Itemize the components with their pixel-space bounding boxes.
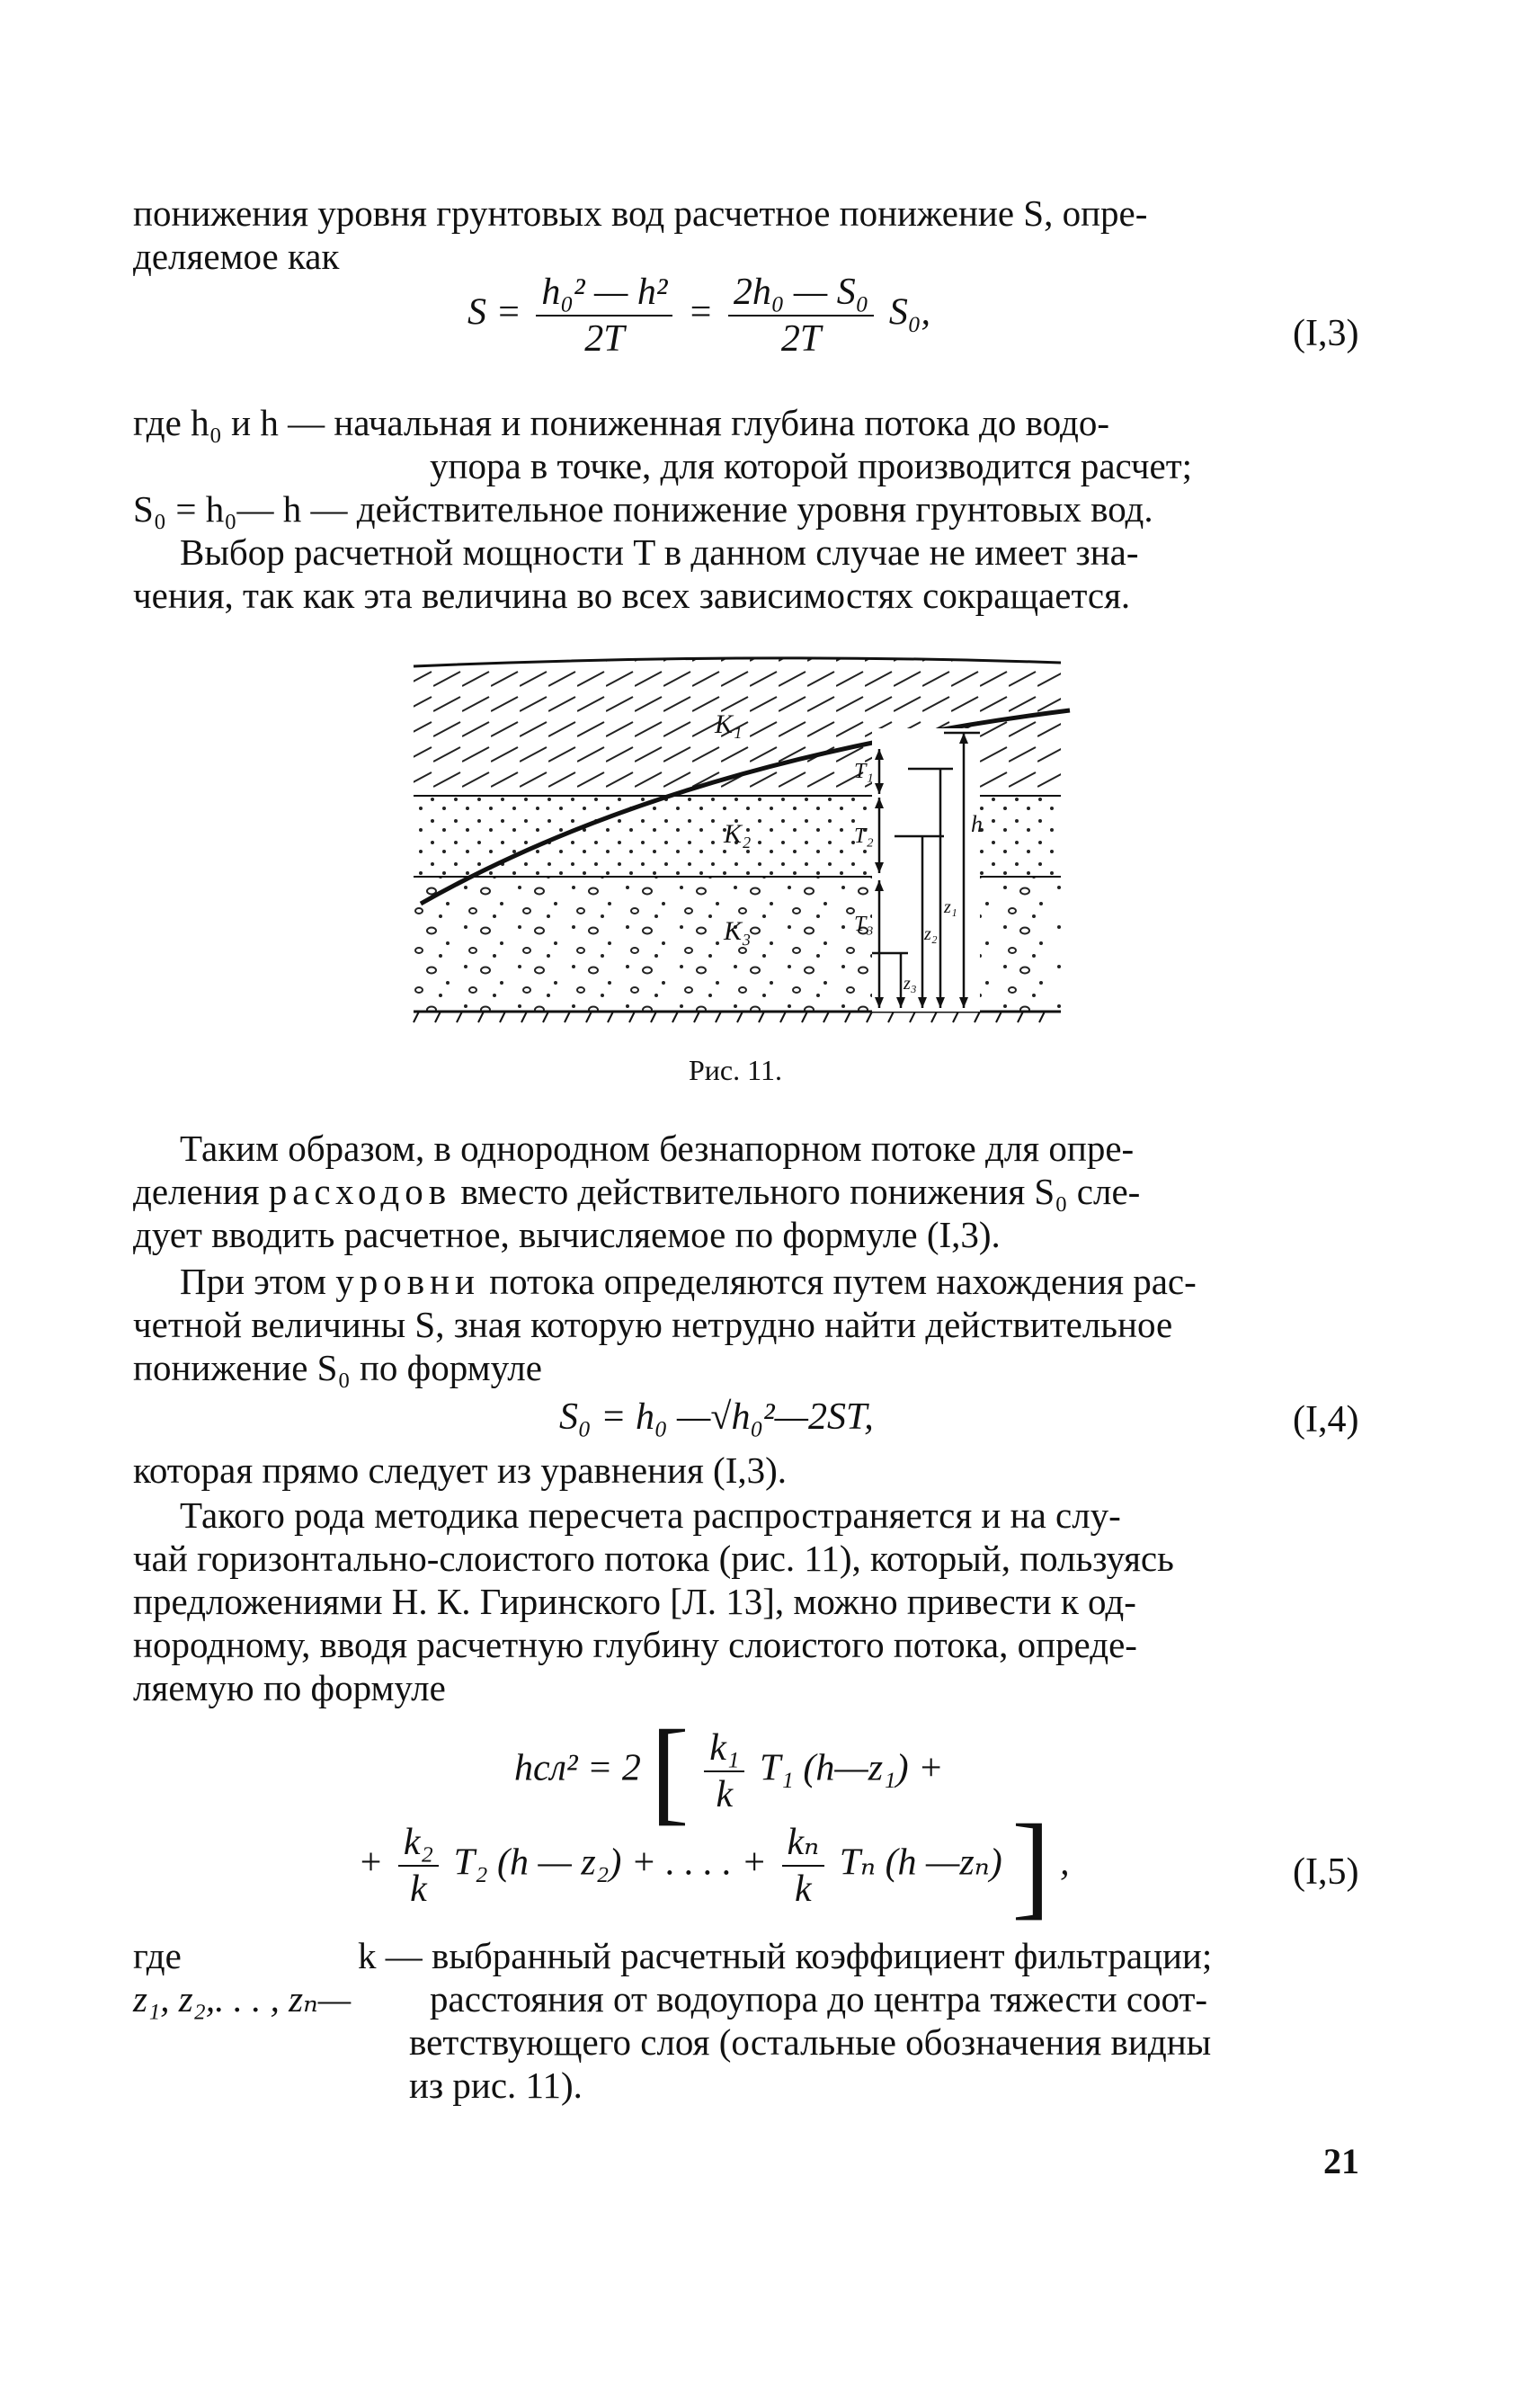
p3-line2-b: вместо действительного понижения S₀ сле- xyxy=(451,1171,1141,1212)
page-number: 21 xyxy=(1323,2141,1359,2181)
p1-line2: деляемое как xyxy=(133,236,340,277)
p2-line1: Выбор расчетной мощности T в данном случае не имеет зна- xyxy=(180,531,1139,573)
where-4: расстояния от водоупора до центра тяжести соот- xyxy=(430,1978,1208,2020)
label-z3: z₃ xyxy=(904,974,917,994)
label-z2: z₂ xyxy=(924,924,938,944)
eq13-tail: S₀, xyxy=(888,291,930,334)
label-t1: T₁ xyxy=(854,760,874,783)
p5-line1: которая прямо следует из уравнения (I,3). xyxy=(133,1449,788,1491)
eq14-number: (I,4) xyxy=(1293,1399,1359,1440)
p4-line2: четной величины S, зная которую нетрудно найти действительное xyxy=(133,1304,1173,1345)
label-t3: T₃ xyxy=(854,913,874,936)
p6-line1: Такого рода методика пересчета распространяется и на слу- xyxy=(180,1494,1121,1536)
label-k1: K₁ xyxy=(715,709,743,739)
eq13-den1: 2T xyxy=(584,318,625,360)
base-hatching xyxy=(414,1012,1045,1022)
eq15-lhs: hсл² = 2 xyxy=(514,1747,641,1789)
label-z1: z₁ xyxy=(944,897,957,917)
where-1: где h₀ и h — начальная и пониженная глубина потока до водо- xyxy=(133,402,1109,443)
p3-line2 xyxy=(133,1169,1140,1214)
eq15-comma: , xyxy=(1060,1842,1070,1884)
eq13-num2: 2h₀ — S₀ xyxy=(728,270,875,317)
figure-11 xyxy=(405,643,1088,1030)
eq15-k1: k₁ xyxy=(704,1726,744,1772)
eq15-kn: kₙ xyxy=(782,1820,825,1867)
label-k3: K₃ xyxy=(724,916,752,946)
eq15-fraction-2 xyxy=(398,1820,439,1912)
p4-line1-b: потока определяются путем нахождения рас- xyxy=(479,1261,1197,1302)
p1-line1: понижения уровня грунтовых вод расчетное понижение S, опре- xyxy=(133,192,1148,234)
equation-1-3 xyxy=(467,270,930,361)
where-3-label: где xyxy=(133,1935,182,1976)
eq15-close-bracket: ] xyxy=(1011,1801,1051,1931)
label-t2: T₂ xyxy=(854,825,874,848)
eq15-term2: T₂ (h — z₂) + . . . . + xyxy=(453,1842,768,1884)
label-k2: K₂ xyxy=(724,819,752,849)
eq15-termn: Tₙ (h —zₙ) xyxy=(839,1842,1002,1884)
eq13-fraction-1 xyxy=(536,270,672,361)
eq15-k-den2: k xyxy=(410,1868,427,1910)
figure-caption: Рис. 11. xyxy=(689,1054,782,1086)
p4-line3: понижение S₀ по формуле xyxy=(133,1347,542,1388)
where-1-cont: упора в точке, для которой производится расчет; xyxy=(430,445,1193,486)
p2-line2: чения, так как эта величина во всех зависимостях сокращается. xyxy=(133,575,1131,616)
eq15-k-den1: k xyxy=(716,1774,734,1815)
p6-line4: нородному, вводя расчетную глубину слоистого потока, опреде- xyxy=(133,1624,1137,1665)
eq13-lhs: S = xyxy=(467,291,521,334)
p6-line2: чай горизонтально-слоистого потока (рис. 11), который, пользуясь xyxy=(133,1538,1174,1579)
label-h: h xyxy=(971,811,983,837)
eq15-k2: k₂ xyxy=(398,1820,439,1867)
eq15-term1: T₁ (h—z₁) + xyxy=(759,1747,944,1789)
where-4-cont2: из рис. 11). xyxy=(409,2064,583,2106)
p6-line3: предложениями Н. К. Гиринского [Л. 13], можно привести к од- xyxy=(133,1581,1136,1622)
p3-line3: дует вводить расчетное, вычисляемое по формуле (I,3). xyxy=(133,1214,1001,1255)
where-4-label: z₁, z₂,. . . , zₙ— xyxy=(133,1978,352,2020)
p3-line2-a: деления xyxy=(133,1171,269,1212)
equation-1-5-line2 xyxy=(358,1801,1070,1931)
p4-line1 xyxy=(180,1259,1197,1304)
where-3: k — выбранный расчетный коэффициент фильтрации; xyxy=(358,1935,1213,1976)
eq15-fraction-n xyxy=(782,1820,825,1912)
eq15-open-bracket: [ xyxy=(650,1707,690,1836)
eq13-number: (I,3) xyxy=(1293,313,1359,354)
p4-line1-a: При этом xyxy=(180,1261,336,1302)
p4-line1-emphasis: уровни xyxy=(335,1261,480,1302)
eq13-eq: = xyxy=(687,291,714,334)
p6-line5: ляемую по формуле xyxy=(133,1667,446,1708)
eq15-fraction-1 xyxy=(704,1726,744,1817)
eq13-den2: 2T xyxy=(780,318,822,360)
eq15-plus: + xyxy=(358,1842,384,1884)
p3-line2-emphasis: расходов xyxy=(268,1171,452,1212)
eq15-number: (I,5) xyxy=(1293,1851,1359,1893)
where-4-cont1: ветствующего слоя (остальные обозначения видны xyxy=(409,2021,1212,2063)
equation-1-4: S₀ = h₀ —√h₀²—2ST, xyxy=(559,1396,874,1438)
eq13-num1: h₀² — h² xyxy=(536,270,672,317)
eq13-fraction-2 xyxy=(728,270,875,361)
p3-line1: Таким образом, в однородном безнапорном потоке для опре- xyxy=(180,1128,1135,1169)
where-2: S₀ = h₀— h — действительное понижение уровня грунтовых вод. xyxy=(133,488,1153,530)
eq15-k-denn: k xyxy=(795,1868,812,1910)
